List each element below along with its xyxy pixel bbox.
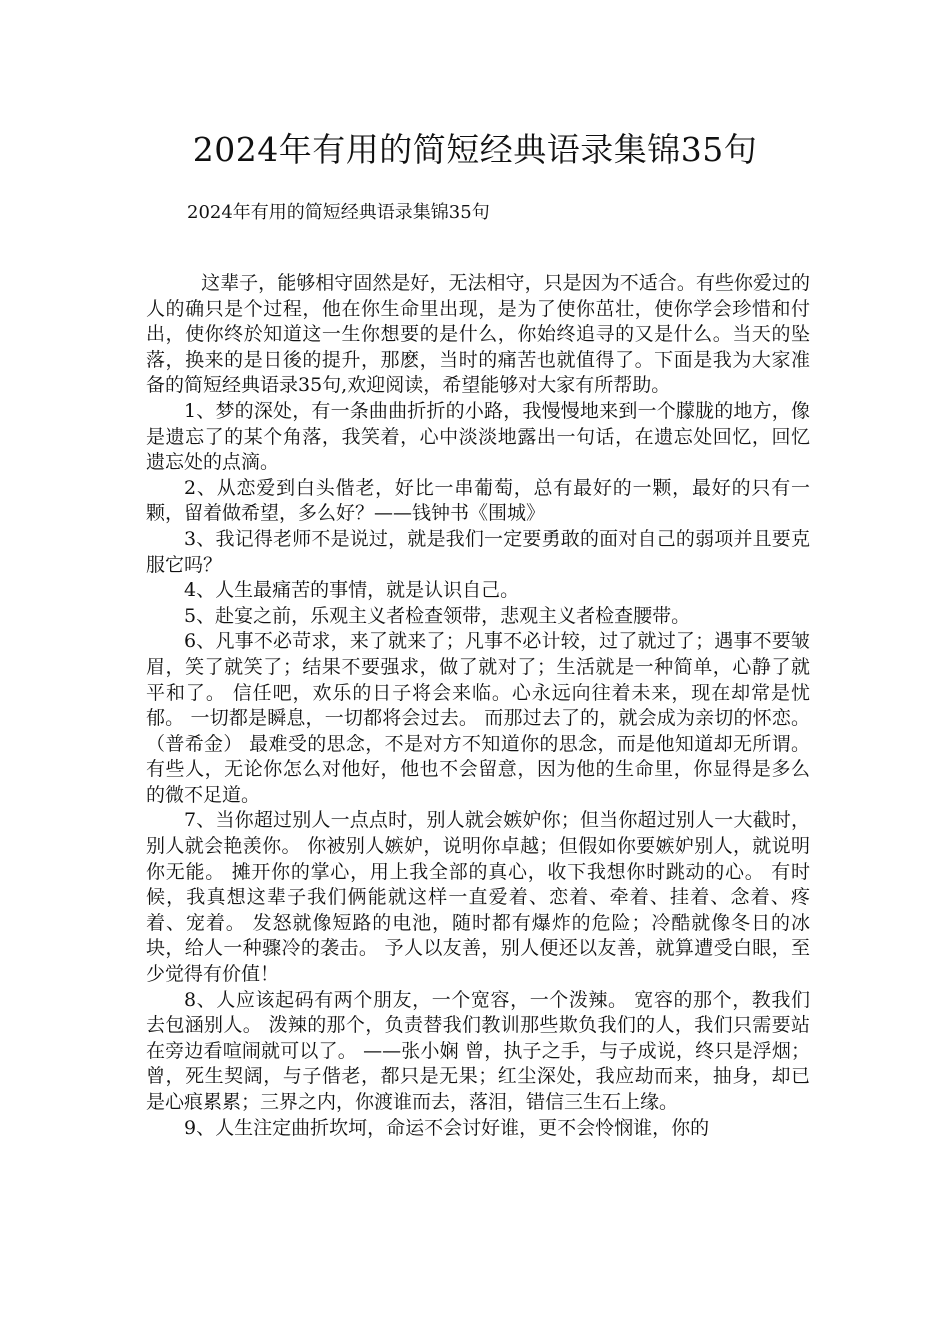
quote-paragraph-4: 4、人生最痛苦的事情，就是认识自己。 xyxy=(184,579,520,602)
quote-paragraph-1: 1、梦的深处，有一条曲曲折折的小路，我慢慢地来到一个朦胧的地方，像是遗忘了的某个角落，我笑着，心中淡淡地露出一句话，在遗忘处回忆，回忆遗忘处的点滴。 xyxy=(146,399,810,474)
quote-paragraph-2: 2、从恋爱到白头偕老，好比一串葡萄，总有最好的一颗，最好的只有一颗，留着做希望，多么好？——钱钟书《围城》 xyxy=(146,476,810,525)
quote-paragraph-3: 3、我记得老师不是说过，就是我们一定要勇敢的面对自己的弱项并且要克服它吗？ xyxy=(146,527,810,576)
document-title: 2024年有用的简短经典语录集锦35句 xyxy=(192,130,758,169)
intro-paragraph: 这辈子，能够相守固然是好，无法相守，只是因为不适合。有些你爱过的人的确只是个过程，他在你生命里出现，是为了使你茁壮，使你学会珍惜和付出，使你终於知道这一生你想要的是什么，你始终追寻的又是什么。当天的坠落，换来的是日後的提升，那麽，当时的痛苦也就值得了。下面是我为大家准备的简短经典语录35句,欢迎阅读，希望能够对大家有所帮助。 xyxy=(146,272,810,397)
document-body xyxy=(146,271,810,1141)
quote-paragraph-9: 9、人生注定曲折坎坷，命运不会讨好谁，更不会怜悯谁，你的 xyxy=(184,1116,710,1139)
quote-paragraph-5: 5、赴宴之前，乐观主义者检查领带，悲观主义者检查腰带。 xyxy=(184,604,691,627)
quote-paragraph-7: 7、当你超过别人一点点时，别人就会嫉妒你；但当你超过别人一大截时，别人就会艳羡你。 你被别人嫉妒，说明你卓越；但假如你要嫉妒别人，就说明你无能。 摊开你的掌心，用上我全部的真心，收下我想你时跳动的心。 有时候，我真想这辈子我们俩能就这样一直爱着、恋着、牵着、挂着、念着、疼着、宠着。 发怒就像短路的电池，随时都有爆炸的危险；冷酷就像冬日的冰块，给人一种骤冷的袭击。 予人以友善，别人便还以友善，就算遭受白眼，至少觉得有价值！ xyxy=(146,809,810,986)
quote-paragraph-8: 8、人应该起码有两个朋友，一个宽容，一个泼辣。 宽容的那个，教我们去包涵别人。 泼辣的那个，负责替我们教训那些欺负我们的人，我们只需要站在旁边看喧闹就可以了。 ——张小娴 曾，执子之手，与子成说，终只是浮烟；曾，死生契阔，与子偕老，都只是无果；红尘深处，我应劫而来，抽身，却已是心痕累累；三界之内，你渡谁而去，落泪，错信三生石上缘。 xyxy=(146,988,810,1113)
quote-paragraph-6: 6、凡事不必苛求，来了就来了；凡事不必计较，过了就过了；遇事不要皱眉，笑了就笑了；结果不要强求，做了就对了；生活就是一种简单，心静了就平和了。 信任吧，欢乐的日子将会来临。心永远向往着未来，现在却常是忧郁。 一切都是瞬息，一切都将会过去。 而那过去了的，就会成为亲切的怀恋。 （普希金） 最难受的思念，不是对方不知道你的思念，而是他知道却无所谓。 有些人，无论你怎么对他好，他也不会留意，因为他的生命里，你显得是多么的微不足道。 xyxy=(146,630,810,806)
document-subtitle: 2024年有用的简短经典语录集锦35句 xyxy=(187,202,490,223)
